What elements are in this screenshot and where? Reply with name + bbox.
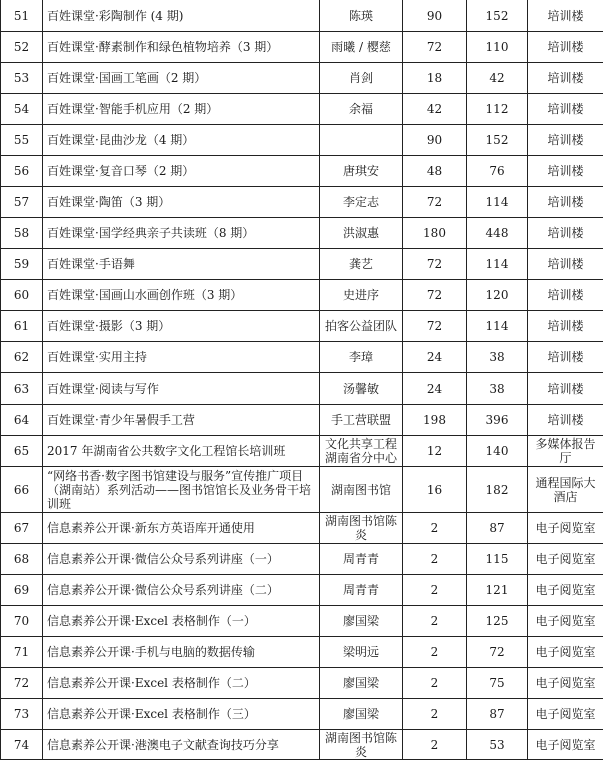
- attendance-cell: 115: [467, 544, 528, 575]
- organizer-cell: [320, 125, 403, 156]
- hours-cell: 2: [403, 668, 467, 699]
- organizer-cell: 拍客公益团队: [320, 311, 403, 342]
- row-number-cell: 68: [1, 544, 43, 575]
- row-number-cell: 57: [1, 187, 43, 218]
- attendance-cell: 114: [467, 311, 528, 342]
- hours-cell: 24: [403, 373, 467, 405]
- table-row: [1, 342, 603, 373]
- organizer-cell: 周青青: [320, 575, 403, 606]
- table-row: [1, 467, 603, 513]
- row-number-cell: 53: [1, 63, 43, 94]
- activity-name-cell: 信息素养公开课·港澳电子文献查询技巧分享: [43, 730, 320, 760]
- table-row: [1, 405, 603, 436]
- row-number-cell: 61: [1, 311, 43, 342]
- attendance-cell: 448: [467, 218, 528, 249]
- organizer-cell: 湖南图书馆陈炎: [320, 730, 403, 760]
- table-row: [1, 0, 603, 32]
- venue-cell: 电子阅览室: [528, 668, 603, 699]
- table-row: [1, 311, 603, 342]
- venue-cell: 培训楼: [528, 187, 603, 218]
- activity-name-cell: 百姓课堂·阅读与写作: [43, 373, 320, 405]
- activity-name-cell: 百姓课堂·酵素制作和绿色植物培养（3 期）: [43, 32, 320, 63]
- table-row: [1, 125, 603, 156]
- venue-cell: 培训楼: [528, 63, 603, 94]
- row-number-cell: 56: [1, 156, 43, 187]
- row-number-cell: 66: [1, 467, 43, 513]
- row-number-cell: 54: [1, 94, 43, 125]
- table-body: [1, 0, 603, 760]
- table-row: [1, 280, 603, 311]
- attendance-cell: 114: [467, 187, 528, 218]
- table-row: [1, 187, 603, 218]
- hours-cell: 2: [403, 544, 467, 575]
- organizer-cell: 湖南图书馆: [320, 467, 403, 513]
- row-number-cell: 67: [1, 513, 43, 544]
- hours-cell: 180: [403, 218, 467, 249]
- venue-cell: 电子阅览室: [528, 513, 603, 544]
- activity-name-cell: 信息素养公开课·Excel 表格制作（一）: [43, 606, 320, 637]
- venue-cell: 培训楼: [528, 218, 603, 249]
- venue-cell: 培训楼: [528, 249, 603, 280]
- attendance-cell: 152: [467, 0, 528, 32]
- hours-cell: 42: [403, 94, 467, 125]
- venue-cell: 电子阅览室: [528, 575, 603, 606]
- row-number-cell: 55: [1, 125, 43, 156]
- hours-cell: 2: [403, 606, 467, 637]
- hours-cell: 48: [403, 156, 467, 187]
- row-number-cell: 62: [1, 342, 43, 373]
- activity-name-cell: 百姓课堂·青少年暑假手工营: [43, 405, 320, 436]
- attendance-cell: 87: [467, 699, 528, 730]
- activity-name-cell: “网络书香·数字图书馆建设与服务”宣传推广项目（湖南站）系列活动——图书馆馆长及业务骨干培训班: [43, 467, 320, 513]
- activity-name-cell: 百姓课堂·国画工笔画（2 期）: [43, 63, 320, 94]
- table-row: [1, 575, 603, 606]
- row-number-cell: 74: [1, 730, 43, 760]
- row-number-cell: 72: [1, 668, 43, 699]
- organizer-cell: 廖国梁: [320, 699, 403, 730]
- venue-cell: 培训楼: [528, 342, 603, 373]
- row-number-cell: 69: [1, 575, 43, 606]
- hours-cell: 24: [403, 342, 467, 373]
- table-row: [1, 94, 603, 125]
- venue-cell: 培训楼: [528, 94, 603, 125]
- organizer-cell: 廖国梁: [320, 668, 403, 699]
- row-number-cell: 60: [1, 280, 43, 311]
- organizer-cell: 汤馨敏: [320, 373, 403, 405]
- organizer-cell: 文化共享工程湖南省分中心: [320, 436, 403, 467]
- table-row: [1, 436, 603, 467]
- attendance-cell: 182: [467, 467, 528, 513]
- row-number-cell: 64: [1, 405, 43, 436]
- table-row: [1, 32, 603, 63]
- row-number-cell: 70: [1, 606, 43, 637]
- activity-name-cell: 信息素养公开课·新东方英语库开通使用: [43, 513, 320, 544]
- hours-cell: 18: [403, 63, 467, 94]
- venue-cell: 通程国际大酒店: [528, 467, 603, 513]
- hours-cell: 72: [403, 32, 467, 63]
- organizer-cell: 湖南图书馆陈炎: [320, 513, 403, 544]
- activity-name-cell: 信息素养公开课·微信公众号系列讲座（二）: [43, 575, 320, 606]
- activity-name-cell: 百姓课堂·实用主持: [43, 342, 320, 373]
- hours-cell: 2: [403, 637, 467, 668]
- venue-cell: 培训楼: [528, 0, 603, 32]
- organizer-cell: 陈瑛: [320, 0, 403, 32]
- row-number-cell: 63: [1, 373, 43, 405]
- activity-name-cell: 百姓课堂·手语舞: [43, 249, 320, 280]
- table-row: [1, 249, 603, 280]
- activity-name-cell: 信息素养公开课·Excel 表格制作（三）: [43, 699, 320, 730]
- row-number-cell: 52: [1, 32, 43, 63]
- organizer-cell: 廖国梁: [320, 606, 403, 637]
- table-row: [1, 606, 603, 637]
- venue-cell: 培训楼: [528, 125, 603, 156]
- table-row: [1, 544, 603, 575]
- activity-name-cell: 2017 年湖南省公共数字文化工程馆长培训班: [43, 436, 320, 467]
- hours-cell: 72: [403, 187, 467, 218]
- table-row: [1, 730, 603, 760]
- attendance-cell: 152: [467, 125, 528, 156]
- table-row: [1, 513, 603, 544]
- organizer-cell: 手工营联盟: [320, 405, 403, 436]
- activity-name-cell: 百姓课堂·摄影（3 期）: [43, 311, 320, 342]
- attendance-cell: 140: [467, 436, 528, 467]
- activity-name-cell: 百姓课堂·智能手机应用（2 期）: [43, 94, 320, 125]
- hours-cell: 198: [403, 405, 467, 436]
- row-number-cell: 65: [1, 436, 43, 467]
- table-row: [1, 218, 603, 249]
- organizer-cell: 李定志: [320, 187, 403, 218]
- activity-name-cell: 百姓课堂·国学经典亲子共读班（8 期）: [43, 218, 320, 249]
- venue-cell: 培训楼: [528, 32, 603, 63]
- row-number-cell: 73: [1, 699, 43, 730]
- row-number-cell: 59: [1, 249, 43, 280]
- row-number-cell: 71: [1, 637, 43, 668]
- venue-cell: 电子阅览室: [528, 606, 603, 637]
- hours-cell: 2: [403, 730, 467, 760]
- activity-name-cell: 百姓课堂·彩陶制作 (4 期): [43, 0, 320, 32]
- hours-cell: 72: [403, 249, 467, 280]
- organizer-cell: 梁明远: [320, 637, 403, 668]
- hours-cell: 2: [403, 575, 467, 606]
- hours-cell: 16: [403, 467, 467, 513]
- attendance-cell: 120: [467, 280, 528, 311]
- activity-name-cell: 信息素养公开课·微信公众号系列讲座（一）: [43, 544, 320, 575]
- venue-cell: 培训楼: [528, 405, 603, 436]
- attendance-cell: 110: [467, 32, 528, 63]
- row-number-cell: 51: [1, 0, 43, 32]
- venue-cell: 培训楼: [528, 280, 603, 311]
- organizer-cell: 周青青: [320, 544, 403, 575]
- organizer-cell: 史进序: [320, 280, 403, 311]
- table-row: [1, 637, 603, 668]
- hours-cell: 90: [403, 125, 467, 156]
- organizer-cell: 龚艺: [320, 249, 403, 280]
- organizer-cell: 唐琪安: [320, 156, 403, 187]
- attendance-cell: 72: [467, 637, 528, 668]
- venue-cell: 电子阅览室: [528, 544, 603, 575]
- venue-cell: 电子阅览室: [528, 637, 603, 668]
- table-row: [1, 668, 603, 699]
- venue-cell: 培训楼: [528, 311, 603, 342]
- attendance-cell: 38: [467, 373, 528, 405]
- table-row: [1, 373, 603, 405]
- hours-cell: 72: [403, 280, 467, 311]
- attendance-cell: 87: [467, 513, 528, 544]
- organizer-cell: 李璋: [320, 342, 403, 373]
- organizer-cell: 余福: [320, 94, 403, 125]
- activity-name-cell: 百姓课堂·国画山水画创作班（3 期）: [43, 280, 320, 311]
- activity-name-cell: 信息素养公开课·手机与电脑的数据传输: [43, 637, 320, 668]
- attendance-cell: 38: [467, 342, 528, 373]
- activity-name-cell: 信息素养公开课·Excel 表格制作（二）: [43, 668, 320, 699]
- organizer-cell: 雨曦 / 樱慈: [320, 32, 403, 63]
- hours-cell: 2: [403, 699, 467, 730]
- attendance-cell: 112: [467, 94, 528, 125]
- venue-cell: 电子阅览室: [528, 699, 603, 730]
- organizer-cell: 肖剑: [320, 63, 403, 94]
- attendance-cell: 114: [467, 249, 528, 280]
- activity-name-cell: 百姓课堂·陶笛（3 期）: [43, 187, 320, 218]
- attendance-cell: 396: [467, 405, 528, 436]
- hours-cell: 12: [403, 436, 467, 467]
- attendance-cell: 42: [467, 63, 528, 94]
- table-row: [1, 156, 603, 187]
- attendance-cell: 125: [467, 606, 528, 637]
- hours-cell: 72: [403, 311, 467, 342]
- hours-cell: 2: [403, 513, 467, 544]
- venue-cell: 培训楼: [528, 156, 603, 187]
- activity-name-cell: 百姓课堂·复音口琴（2 期）: [43, 156, 320, 187]
- attendance-cell: 121: [467, 575, 528, 606]
- venue-cell: 电子阅览室: [528, 730, 603, 760]
- attendance-cell: 53: [467, 730, 528, 760]
- hours-cell: 90: [403, 0, 467, 32]
- table-row: [1, 63, 603, 94]
- row-number-cell: 58: [1, 218, 43, 249]
- organizer-cell: 洪淑惠: [320, 218, 403, 249]
- venue-cell: 多媒体报告厅: [528, 436, 603, 467]
- attendance-cell: 75: [467, 668, 528, 699]
- table-row: [1, 699, 603, 730]
- activity-name-cell: 百姓课堂·昆曲沙龙（4 期）: [43, 125, 320, 156]
- attendance-cell: 76: [467, 156, 528, 187]
- venue-cell: 培训楼: [528, 373, 603, 405]
